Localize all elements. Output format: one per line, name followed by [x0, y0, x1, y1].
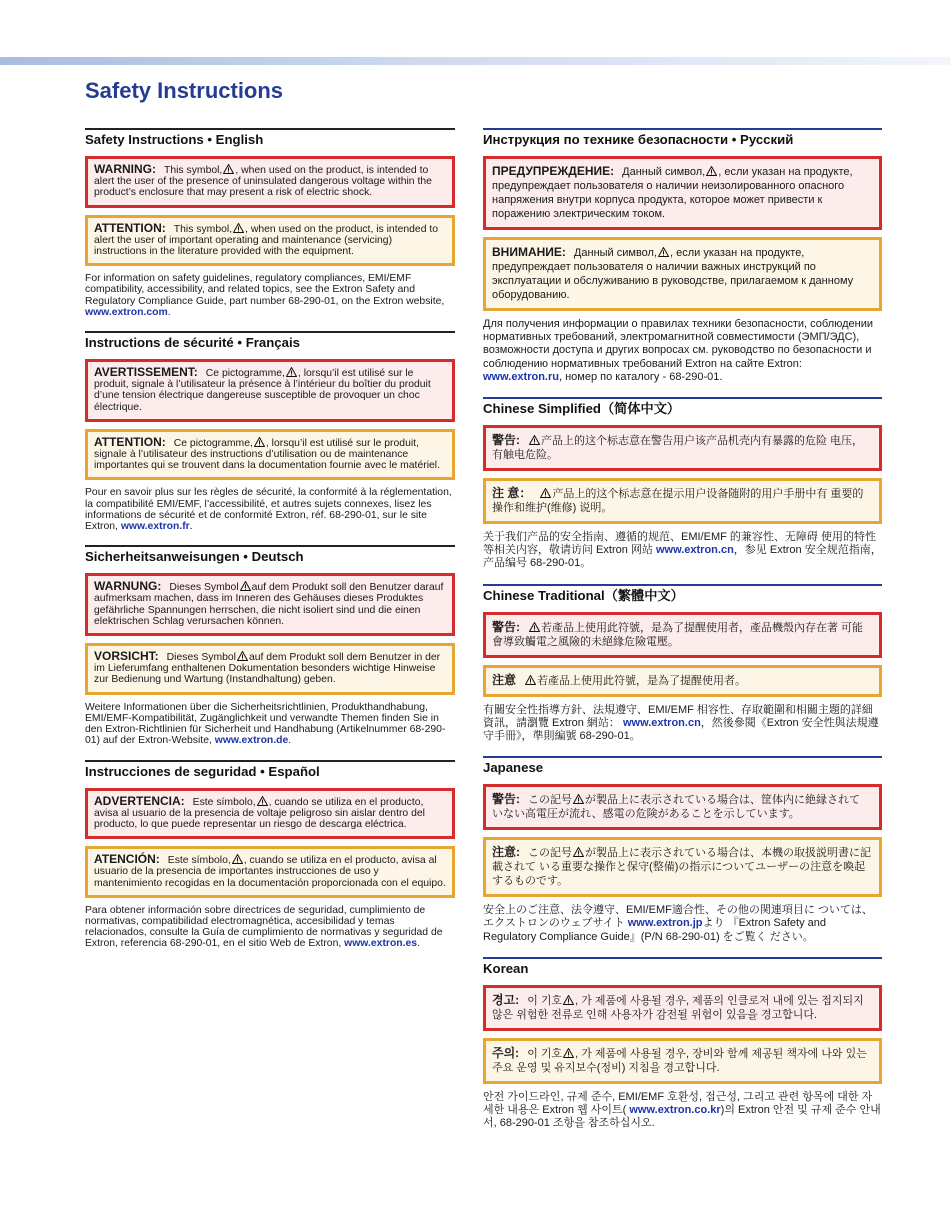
warning-triangle-icon	[232, 854, 243, 864]
warning-triangle-icon	[563, 1048, 574, 1058]
section-heading: Chinese Traditional（繁體中文）	[483, 584, 882, 606]
warning-label: 경고:	[492, 992, 520, 1007]
extron-website-link[interactable]: www.extron.co.kr	[629, 1104, 721, 1117]
warning-box	[483, 425, 882, 471]
attention-text: , lorsqu’il est utilisé sur le produit, signale à l’utilisateur des instructions d’utilisation ou de maintenance importantes qui se trouvent dans la documentation fournie avec le matériel.	[94, 437, 440, 472]
attention-box	[483, 478, 882, 524]
info-paragraph	[483, 318, 882, 384]
warning-text: 产品上的这个标志意在警告用户该产品机壳内有暴露的危险 电压，有触电危险。	[492, 435, 864, 462]
attention-label: ATTENTION:	[94, 220, 166, 235]
info-text: 안전 가이드라인, 규제 준수, EMI/EMF 호환성, 접근성, 그리고 관련 항목에 대한 자세한 내용은 Extron 웹 사이트(	[483, 1090, 873, 1117]
safety-section	[85, 760, 455, 950]
warning-label: 警告:	[492, 619, 520, 634]
extron-website-link[interactable]: www.extron.jp	[627, 917, 703, 930]
right-column	[483, 128, 882, 1143]
attention-label: ATENCIÓN:	[94, 852, 160, 867]
warning-text-before: Данный символ,	[622, 166, 706, 178]
safety-section	[85, 331, 455, 532]
attention-text: , 가 제품에 사용될 경우, 장비와 함께 제공된 책자에 나와 있는 주요 운영 및 유지보수(정비) 지침을 경고합니다.	[492, 1047, 867, 1074]
warning-text: , 가 제품에 사용될 경우, 제품의 인클로저 내에 있는 접지되지 않은 위험한 전류로 인해 사용자가 감전될 위험이 있음을 경고합니다.	[492, 994, 864, 1021]
warning-box	[483, 784, 882, 830]
info-text: 关于我们产品的安全指南、遵循的规范、EMI/EMF 的兼容性、无障碍 使用的特性等相关内容，敬请访问 Extron 网站	[483, 531, 876, 557]
section-heading: Instrucciones de seguridad • Español	[85, 760, 455, 782]
info-paragraph	[483, 531, 882, 571]
attention-text: 若產品上使用此符號，是為了提醒使用者。	[537, 674, 747, 687]
warning-text: , если указан на продукте, предупреждает пользователя о наличии неизолированного опасного напряжения внутри корпуса продукта, которое может привести к поражению электрическим током.	[492, 166, 853, 220]
info-paragraph	[85, 487, 455, 532]
warning-text: が製品上に表示されている場合は、筐体内に絶縁されて いない高電圧が流れ、感電の危険があることを示しています。	[492, 794, 860, 821]
warning-triangle-icon	[233, 223, 244, 233]
section-heading: Chinese Simplified（简体中文）	[483, 397, 882, 419]
attention-text: が製品上に表示されている場合は、本機の取扱説明書に記載されて いる重要な操作と保守(整備)の指示についてユーザーの注意を喚起するものです。	[492, 847, 871, 888]
info-paragraph	[483, 904, 882, 944]
extron-website-link[interactable]: www.extron.fr	[120, 521, 190, 533]
safety-section	[85, 128, 455, 318]
attention-text: , cuando se utiliza en el producto, avisa al usuario de la presencia de importantes instrucciones de uso y mantenimiento recogidas en la documentación proporcionada con el equipo.	[94, 855, 446, 889]
warning-box	[85, 573, 455, 636]
info-text: Weitere Informationen über die Sicherheitsrichtlinien, Produkthandhabung, EMI/EMF-Kompatibilität, Zugänglichkeit und verwandte Themen finden Sie in den Extron-Richtlinien für Sicherheit und Handhabung (Artikelnummer 68-290-01) auf der Extron-Website,	[85, 701, 446, 747]
warning-label: WARNING:	[94, 162, 156, 176]
info-text: For information on safety guidelines, regulatory compliances, EMI/EMF compatibility, accessibility, and related topics, see the Extron Safety and Regulatory Compliance Guide, part number 68-290-01, on the Extron website,	[85, 273, 445, 307]
warning-triangle-icon	[257, 796, 268, 806]
warning-triangle-icon	[573, 794, 584, 804]
section-heading: Japanese	[483, 756, 882, 778]
attention-label: 注 意：	[492, 486, 532, 501]
info-paragraph	[85, 702, 455, 747]
warning-label: 警告:	[492, 792, 520, 807]
warning-box	[483, 156, 882, 230]
info-text: Pour en savoir plus sur les règles de sécurité, la conformité à la réglementation, la compatibilité EMI/EMF, l’accessibilité, et autres sujets connexes, lisez les informations de sécurité et de conformité Extron, réf. 68-290-01, sur le site Extron,	[85, 487, 452, 533]
info-text: Para obtener información sobre directrices de seguridad, cumplimiento de normativas, compatibilidad electromagnética, accesibilidad y temas relacionados, consulte la Guía de cumplimiento de normativas y seguridad de Extron, referencia 68-290-01, en el sitio Web de Extron,	[85, 904, 443, 950]
safety-section	[483, 584, 882, 744]
warning-box	[85, 359, 455, 422]
attention-text-before: Este símbolo,	[167, 855, 231, 867]
info-text-after: より 『Extron Safety and Regulatory Compliance Guide』(P/N 68-290-01) をご覧く ださい。	[483, 917, 827, 943]
info-paragraph	[483, 1091, 882, 1131]
attention-text-before: Ce pictogramme,	[173, 437, 253, 449]
attention-box	[483, 837, 882, 897]
info-text-after: .	[167, 306, 171, 318]
warning-triangle-icon	[540, 488, 551, 498]
warning-triangle-icon	[658, 247, 669, 257]
warning-triangle-icon	[529, 435, 540, 445]
extron-website-link[interactable]: www.extron.es	[344, 938, 418, 950]
header-gradient-bar	[0, 57, 950, 65]
warning-label: ADVERTENCIA:	[94, 793, 185, 808]
safety-section	[85, 545, 455, 746]
warning-label: WARNUNG:	[94, 579, 162, 594]
info-text-after: , номер по каталогу - 68-290-01.	[559, 370, 723, 383]
warning-text-before: Dieses Symbol	[169, 582, 239, 594]
warning-text-before: この記号	[528, 794, 572, 807]
extron-website-link[interactable]: www.extron.cn	[655, 544, 734, 557]
section-heading: Korean	[483, 957, 882, 979]
warning-triangle-icon	[223, 164, 234, 174]
attention-text: auf dem Produkt soll dem Benutzer in der im Lieferumfang enthaltenen Dokumentation besonders wichtige Hinweise zur Bedienung und Wartung (Instandhaltung) geben.	[94, 652, 441, 686]
attention-text-before: この記号	[528, 847, 572, 860]
info-text: 有關安全性指導方針、法規遵守、EMI/EMF 相容性、存取範圍和相關主題的詳細資訊，請瀏覽 Extron 網站：	[483, 703, 873, 729]
info-text-after: .	[288, 735, 292, 747]
attention-box	[85, 643, 455, 695]
page-title: Safety Instructions	[85, 78, 284, 103]
extron-website-link[interactable]: www.extron.de	[214, 735, 289, 747]
attention-label: ATTENTION:	[94, 434, 166, 449]
attention-box	[85, 215, 455, 267]
info-text-after: )의 Extron 안전 및 규제 준수 안내서, 68-290-01 조항을 참조하십시오.	[483, 1104, 881, 1130]
safety-section	[483, 128, 882, 384]
warning-text: , cuando se utiliza en el producto, avisa al usuario de la presencia de voltaje peligroso sin aislar dentro del producto, lo que puede representar un riesgo de descarga eléctrica.	[94, 796, 425, 830]
extron-website-link[interactable]: www.extron.ru	[483, 370, 559, 383]
info-paragraph	[85, 273, 455, 318]
info-paragraph	[85, 905, 455, 950]
warning-box	[483, 985, 882, 1031]
extron-website-link[interactable]: www.extron.cn	[622, 716, 701, 729]
info-text-after: ，然後參閱《Extron 安全性與法規遵守手冊》，準則編號 68-290-01。	[483, 716, 879, 743]
attention-label: ВНИМАНИЕ:	[492, 245, 566, 259]
warning-triangle-icon	[573, 847, 584, 857]
attention-label: VORSICHT:	[94, 649, 159, 664]
info-text-after: .	[417, 938, 420, 950]
section-heading: Инструкция по технике безопасности • Русский	[483, 128, 882, 150]
warning-text-before: This symbol,	[164, 165, 223, 176]
warning-label: ПРЕДУПРЕЖДЕНИЕ:	[492, 164, 615, 178]
section-heading: Safety Instructions • English	[85, 128, 455, 150]
warning-triangle-icon	[237, 651, 248, 661]
attention-text-before: Данный символ,	[573, 247, 658, 259]
attention-text: , если указан на продукте, предупреждает пользователя о наличии важных инструкций по эксплуатации и обслуживанию в руководстве, прилагаемом к данному оборудованию.	[492, 247, 854, 301]
warning-triangle-icon	[706, 166, 717, 176]
attention-text: 产品上的这个标志意在提示用户设备随附的用户手册中有 重要的操作和维护(维修) 说明。	[492, 488, 864, 515]
attention-text-before: Dieses Symbol	[166, 652, 236, 664]
warning-text: , lorsqu’il est utilisé sur le produit, signale à l’utilisateur la présence à l’intérieur du boîtier du produit d’une tension électrique dangereuse susceptible de provoquer un choc électrique.	[94, 368, 431, 413]
safety-section	[483, 397, 882, 571]
info-text: 安全上のご注意、法令遵守、EMI/EMF適合性、その他の関連項目に ついては、エクストロンのウェブサイト	[483, 904, 873, 930]
warning-label: 警告:	[492, 433, 520, 448]
attention-box	[85, 846, 455, 898]
safety-section	[483, 756, 882, 944]
warning-triangle-icon	[525, 675, 536, 685]
info-text-after: ，参见 Extron 安全规范指南，产品编号 68-290-01。	[483, 544, 882, 570]
warning-box	[85, 788, 455, 840]
warning-triangle-icon	[563, 995, 574, 1005]
attention-box	[483, 1038, 882, 1084]
attention-text: , when used on the product, is intended to alert the user of important operating and maintenance (servicing) instructions in the literature provided with the equipment.	[94, 223, 439, 258]
section-heading: Sicherheitsanweisungen • Deutsch	[85, 545, 455, 567]
attention-box	[483, 237, 882, 311]
attention-label: 注意:	[492, 845, 520, 860]
extron-website-link[interactable]: www.extron.com	[85, 306, 168, 318]
attention-text-before: This symbol,	[173, 223, 233, 235]
safety-section	[483, 957, 882, 1131]
attention-box	[85, 429, 455, 481]
attention-label: 注意	[492, 672, 517, 687]
warning-text-before: Este símbolo,	[192, 796, 256, 808]
info-text: Для получения информации о правилах техники безопасности, соблюдении нормативных требований, электромагнитной совместимости (ЭМП/ЭДС), возможности доступа и других вопросах см. руководство по безопасности и соблюдению нормативных требований Extron на сайте Extron:	[483, 318, 874, 370]
warning-text: , when used on the product, is intended to alert the user of the presence of uninsulated dangerous voltage within the product’s enclosure that may present a risk of electric shock.	[94, 165, 432, 199]
warning-triangle-icon	[254, 437, 265, 447]
info-text-after: .	[189, 521, 193, 533]
attention-label: 주의:	[492, 1045, 520, 1060]
info-paragraph	[483, 704, 882, 744]
warning-text-before: Ce pictogramme,	[205, 368, 285, 380]
warning-text-before: 이 기호	[527, 994, 563, 1007]
section-heading: Instructions de sécurité • Français	[85, 331, 455, 353]
warning-box	[483, 612, 882, 658]
attention-box	[483, 665, 882, 697]
left-column	[85, 128, 455, 963]
warning-triangle-icon	[240, 581, 251, 591]
warning-triangle-icon	[286, 367, 297, 377]
warning-text: 若產品上使用此符號，是為了提醒使用者，產品機殼內存在著 可能會導致觸電之風險的未絕緣危險電壓。	[492, 621, 864, 648]
warning-box	[85, 156, 455, 208]
warning-triangle-icon	[529, 622, 540, 632]
warning-text: auf dem Produkt soll den Benutzer darauf aufmerksam machen, dass im Inneren des Gehäuses dieses Produktes gefährliche Spannungen herrschen, die nicht isoliert sind und die einen elektrischen Schlag verursachen können.	[94, 582, 444, 627]
attention-text-before: 이 기호	[527, 1047, 563, 1060]
warning-label: AVERTISSEMENT:	[94, 365, 198, 380]
